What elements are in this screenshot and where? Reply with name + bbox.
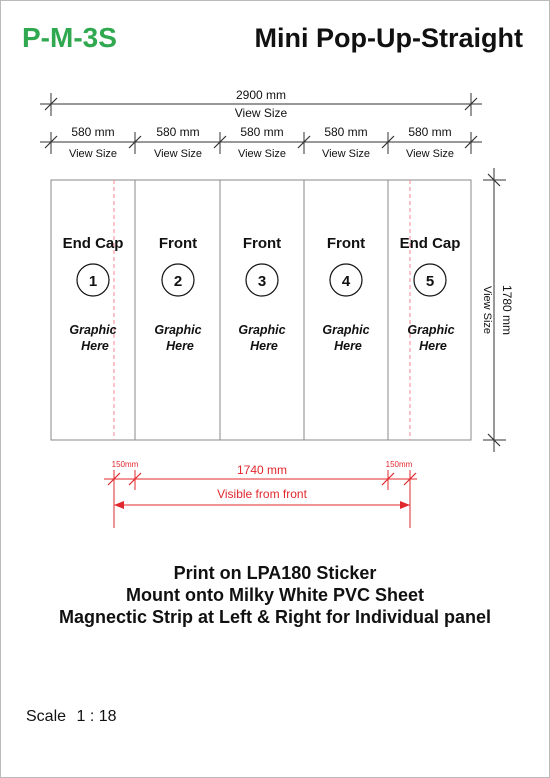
- panel-width-dimension: [40, 125, 482, 160]
- panel-number: 1: [88, 273, 98, 290]
- graphic-placeholder-line2: Here: [250, 339, 278, 353]
- edge-right-label: 150mm: [385, 460, 413, 469]
- panel-number: 3: [257, 273, 267, 290]
- panel-label: End Cap: [399, 235, 461, 252]
- panel-label: Front: [158, 235, 198, 252]
- panel-width-sub: View Size: [405, 148, 455, 160]
- graphic-placeholder-line2: Here: [334, 339, 362, 353]
- panel-width-label: 580 mm: [71, 125, 115, 139]
- panel-label: Front: [242, 235, 282, 252]
- total-width-label: 2900 mm: [235, 88, 287, 102]
- panel-number: 4: [341, 273, 351, 290]
- total-width-sub: View Size: [234, 106, 288, 120]
- height-sub: View Size: [481, 285, 493, 335]
- note-magnetic: Magnectic Strip at Left & Right for Individual panel: [58, 607, 492, 627]
- panel-width-label: 580 mm: [324, 125, 368, 139]
- graphic-placeholder-line1: Graphic: [154, 323, 202, 337]
- panel-width-label: 580 mm: [240, 125, 284, 139]
- panel-2: [154, 235, 201, 353]
- production-notes: [0, 562, 550, 628]
- graphic-placeholder-line2: Here: [166, 339, 194, 353]
- panel-width-label: 580 mm: [156, 125, 200, 139]
- height-dimension: [481, 168, 514, 452]
- scale-note: [26, 708, 123, 726]
- edge-left-label: 150mm: [111, 460, 139, 469]
- panel-3: [238, 235, 285, 353]
- note-mount: Mount onto Milky White PVC Sheet: [126, 585, 424, 605]
- graphic-placeholder-line1: Graphic: [69, 323, 117, 337]
- visible-width-label: 1740 mm: [236, 463, 288, 477]
- product-title: Mini Pop-Up-Straight: [254, 23, 523, 53]
- panel-width-sub: View Size: [153, 148, 203, 160]
- visible-from-front-label: Visible from front: [217, 487, 307, 501]
- total-width-dimension: [40, 88, 482, 120]
- note-print: Print on LPA180 Sticker: [173, 563, 377, 583]
- panel-number: 2: [173, 273, 183, 290]
- graphic-placeholder-line2: Here: [81, 339, 109, 353]
- panel-width-sub: View Size: [68, 148, 118, 160]
- product-code: P-M-3S: [22, 22, 117, 53]
- scale-label: Scale: [26, 708, 67, 725]
- graphic-placeholder-line1: Graphic: [407, 323, 455, 337]
- panel-width-sub: View Size: [321, 148, 371, 160]
- height-label: 1780 mm: [500, 284, 514, 336]
- panel-4: [322, 235, 369, 353]
- scale-value: 1 : 18: [76, 708, 117, 725]
- visible-dimension: [104, 460, 417, 528]
- graphic-placeholder-line1: Graphic: [238, 323, 286, 337]
- panel-number: 5: [425, 273, 435, 290]
- panel-width-label: 580 mm: [408, 125, 452, 139]
- panel-label: End Cap: [62, 235, 124, 252]
- panel-width-sub: View Size: [237, 148, 287, 160]
- graphic-placeholder-line2: Here: [419, 339, 447, 353]
- panel-label: Front: [326, 235, 366, 252]
- graphic-placeholder-line1: Graphic: [322, 323, 370, 337]
- panel-5: [400, 235, 461, 353]
